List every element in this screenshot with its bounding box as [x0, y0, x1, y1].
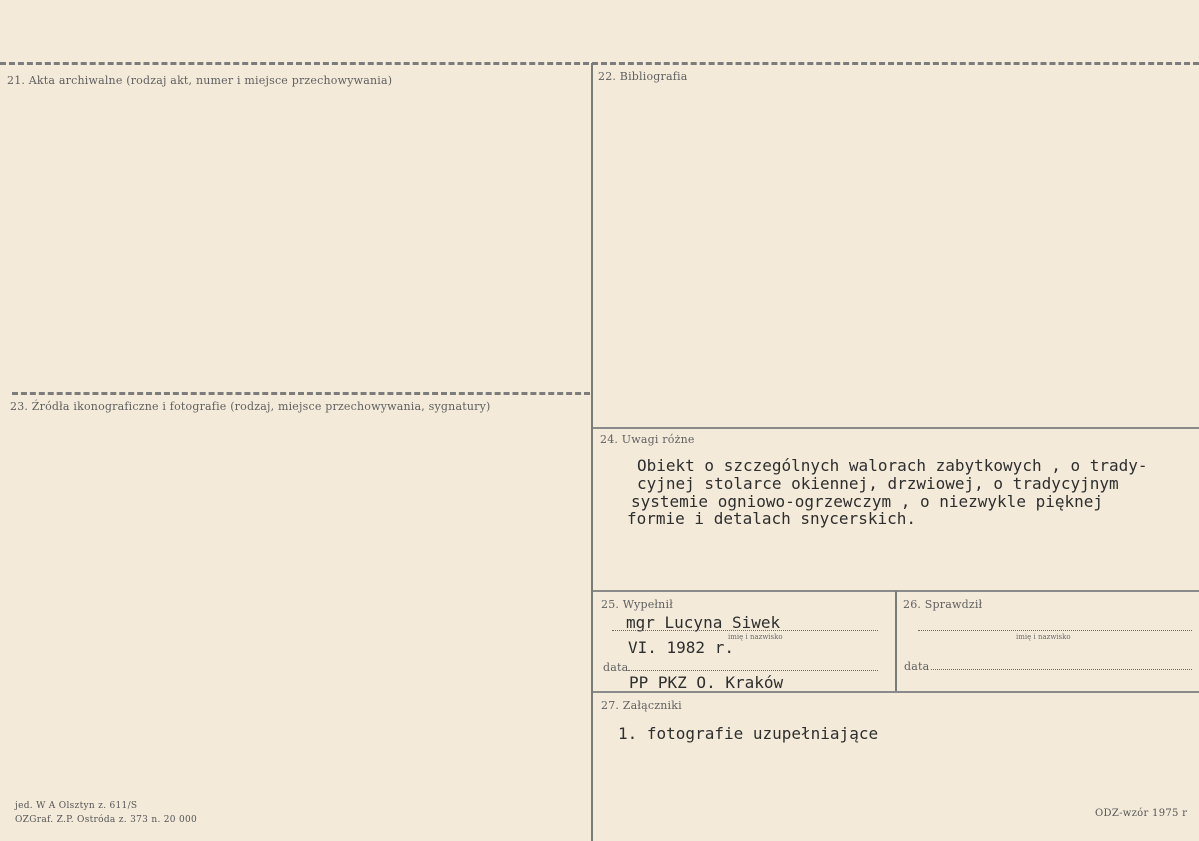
- section-21-label: 21. Akta archiwalne (rodzaj akt, numer i miejsce przechowywania): [7, 74, 393, 87]
- section-22-bottom-line: [593, 427, 1199, 429]
- attachment-item-1: 1. fotografie uzupełniające: [618, 724, 879, 743]
- filled-by-name-caption: imię i nazwisko: [728, 633, 783, 641]
- section-25-26-divider: [895, 591, 897, 691]
- remarks-line-2: cyjnej stolarce okiennej, drzwiowej, o tradycyjnym: [637, 474, 1119, 493]
- filled-by-name: mgr Lucyna Siwek: [626, 613, 781, 632]
- section-22-label: 22. Bibliografia: [598, 70, 688, 83]
- filled-by-date-line: [628, 670, 878, 671]
- section-25-label: 25. Wypełnił: [601, 598, 673, 611]
- center-divider: [591, 63, 593, 841]
- checked-by-date-label: data: [904, 660, 930, 673]
- top-border-line: [0, 62, 1199, 65]
- print-info-line-1: jed. W A Olsztyn z. 611/S: [15, 801, 138, 811]
- filled-by-date: VI. 1982 r.: [628, 638, 734, 657]
- section-26-label: 26. Sprawdził: [903, 598, 983, 611]
- remarks-line-3: systemie ogniowo-ogrzewczym , o niezwykle pięknej: [631, 492, 1104, 511]
- filled-by-institution: PP PKZ O. Kraków: [629, 673, 784, 692]
- section-24-label: 24. Uwagi różne: [600, 433, 695, 446]
- form-code: ODZ-wzór 1975 r: [1095, 808, 1188, 819]
- remarks-line-4: formie i detalach snycerskich.: [627, 509, 916, 528]
- print-info-line-2: OZGraf. Z.P. Ostróda z. 373 n. 20 000: [15, 815, 198, 825]
- filled-by-date-label: data: [603, 661, 629, 674]
- filled-by-name-line: [612, 630, 878, 631]
- checked-by-date-line: [931, 669, 1192, 670]
- checked-by-name-caption: imię i nazwisko: [1016, 633, 1071, 641]
- checked-by-name-line: [918, 630, 1192, 631]
- section-21-bottom-line: [12, 392, 590, 395]
- section-23-label: 23. Źródła ikonograficzne i fotografie (rodzaj, miejsce przechowywania, sygnatury): [10, 400, 491, 413]
- section-27-label: 27. Załączniki: [601, 699, 682, 712]
- remarks-line-1: Obiekt o szczególnych walorach zabytkowych , o trady-: [637, 456, 1148, 475]
